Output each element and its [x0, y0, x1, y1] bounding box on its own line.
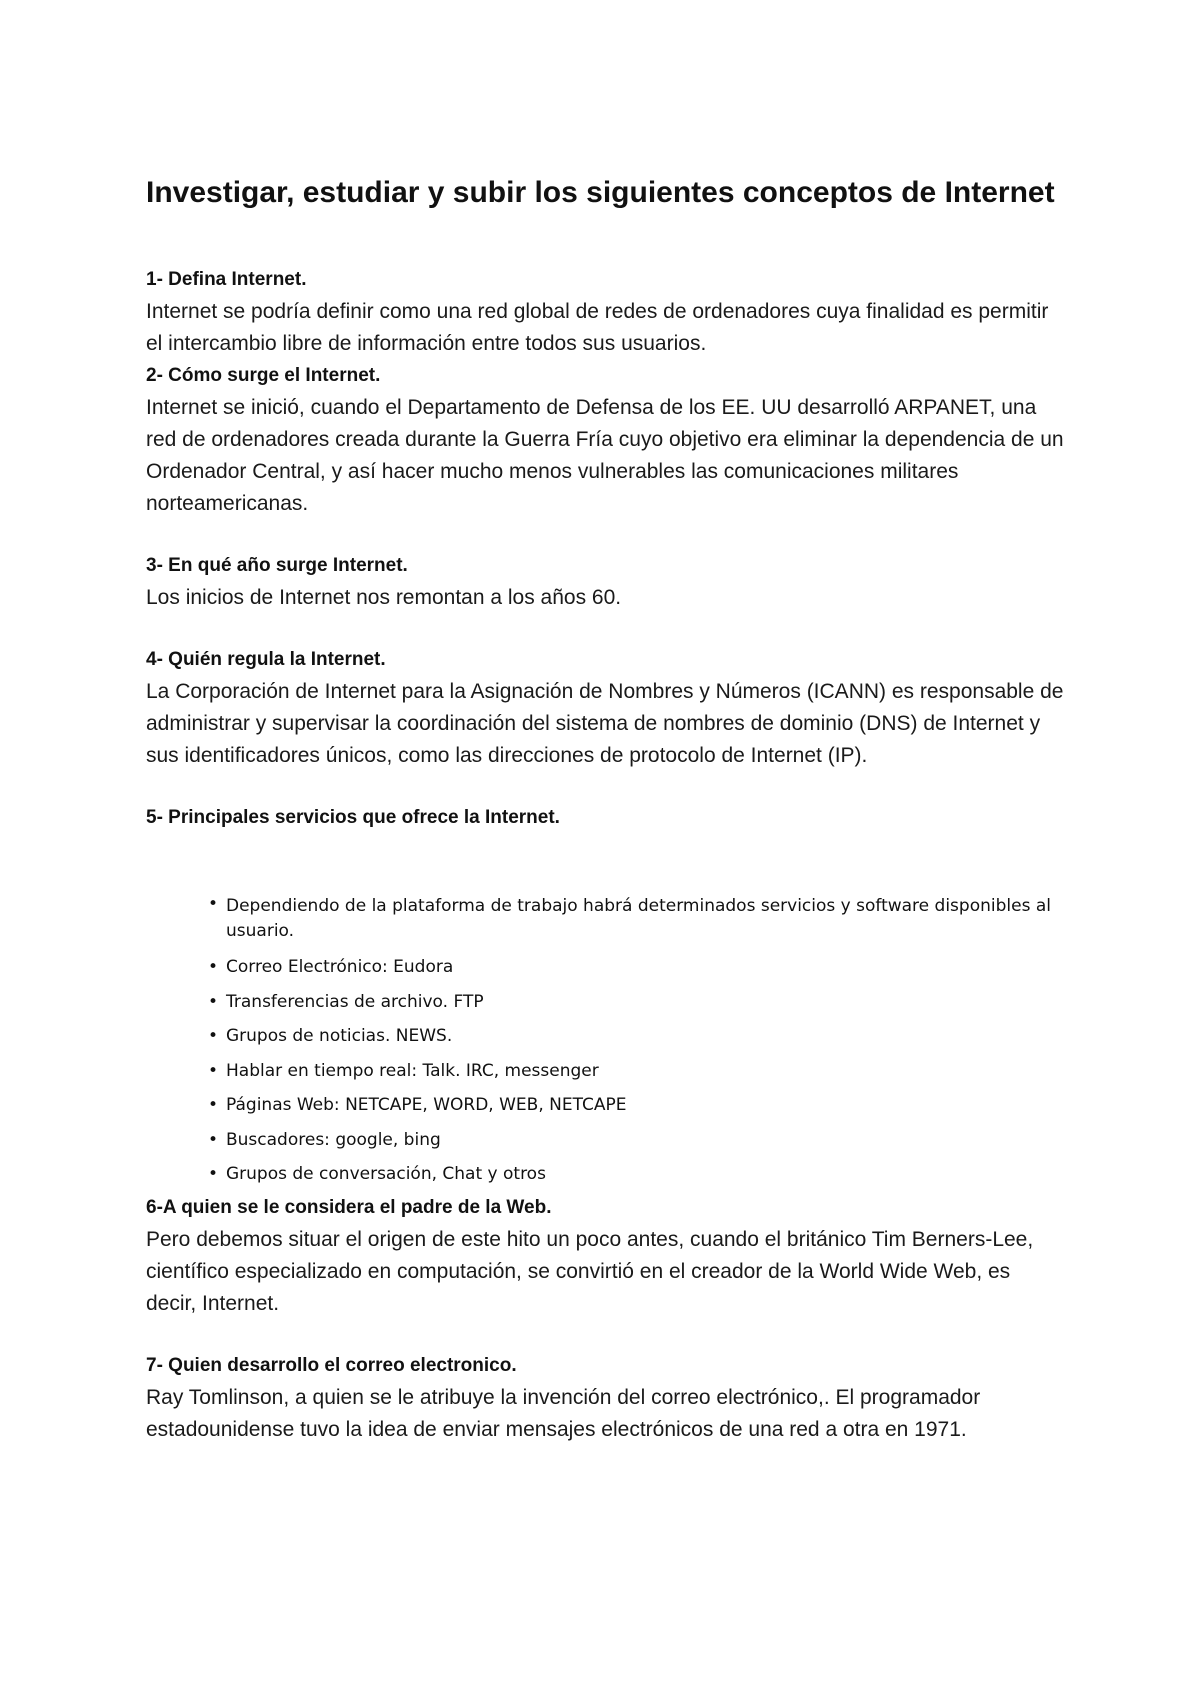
document-title: Investigar, estudiar y subir los siguientes conceptos de Internet [146, 176, 1055, 209]
service-item: • Páginas Web: NETCAPE, WORD, WEB, NETCAPE [208, 1088, 1066, 1123]
service-item: • Grupos de noticias. NEWS. [208, 1019, 1066, 1054]
question-3 [146, 550, 1066, 614]
question-1-heading: 1- Defina Internet. [146, 269, 307, 290]
service-item: • Buscadores: google, bing [208, 1123, 1066, 1158]
question-7 [146, 1350, 1066, 1446]
spacer [146, 614, 1066, 644]
question-6-answer: Pero debemos situar el origen de este hito un poco antes, cuando el británico Tim Berners-Lee, científico especializado en computación, se convirtió en el creador de la World Wide Web, es decir, Internet. [146, 1227, 1034, 1315]
question-3-heading: 3- En qué año surge Internet. [146, 555, 408, 576]
document-page [146, 172, 1066, 1446]
question-5 [146, 802, 1066, 1192]
question-2 [146, 360, 1066, 520]
question-6-heading: 6-A quien se le considera el padre de la Web. [146, 1196, 552, 1218]
service-item: • Transferencias de archivo. FTP [208, 985, 1066, 1020]
service-item: • Correo Electrónico: Eudora [208, 950, 1066, 985]
question-2-heading: 2- Cómo surge el Internet. [146, 365, 381, 386]
question-7-heading: 7- Quien desarrollo el correo electronico. [146, 1354, 517, 1376]
question-1-answer: Internet se podría definir como una red global de redes de ordenadores cuya finalidad es permitir el intercambio libre de información entre todos sus usuarios. [146, 300, 1049, 355]
service-item: • Dependiendo de la plataforma de trabajo habrá determinados servicios y software disponibles al usuario. [208, 892, 1066, 950]
question-3-answer: Los inicios de Internet nos remontan a los años 60. [146, 586, 622, 609]
question-4-answer: La Corporación de Internet para la Asignación de Nombres y Números (ICANN) es responsable de administrar y supervisar la coordinación del sistema de nombres de dominio (DNS) de Internet y sus identificadores únicos, como las direcciones de protocolo de Internet (IP). [146, 680, 1064, 767]
question-2-answer: Internet se inició, cuando el Departamento de Defensa de los EE. UU desarrolló ARPANET, una red de ordenadores creada durante la Guerra Fría cuyo objetivo era eliminar la dependencia de un Ordenador Central, y así hacer mucho menos vulnerables las comunicaciones militares norteamericanas. [146, 396, 1064, 515]
question-6 [146, 1192, 1066, 1320]
services-list [208, 892, 1066, 1192]
service-item: • Grupos de conversación, Chat y otros [208, 1157, 1066, 1192]
question-7-answer: Ray Tomlinson, a quien se le atribuye la invención del correo electrónico,. El programador estadounidense tuvo la idea de enviar mensajes electrónicos de una red a otra en 1971. [146, 1385, 981, 1441]
question-4 [146, 644, 1066, 772]
question-5-heading: 5- Principales servicios que ofrece la Internet. [146, 807, 560, 828]
spacer [146, 520, 1066, 550]
spacer [146, 772, 1066, 802]
spacer [146, 1320, 1066, 1350]
question-4-heading: 4- Quién regula la Internet. [146, 649, 386, 670]
service-item: • Hablar en tiempo real: Talk. IRC, messenger [208, 1054, 1066, 1089]
question-1 [146, 264, 1066, 360]
